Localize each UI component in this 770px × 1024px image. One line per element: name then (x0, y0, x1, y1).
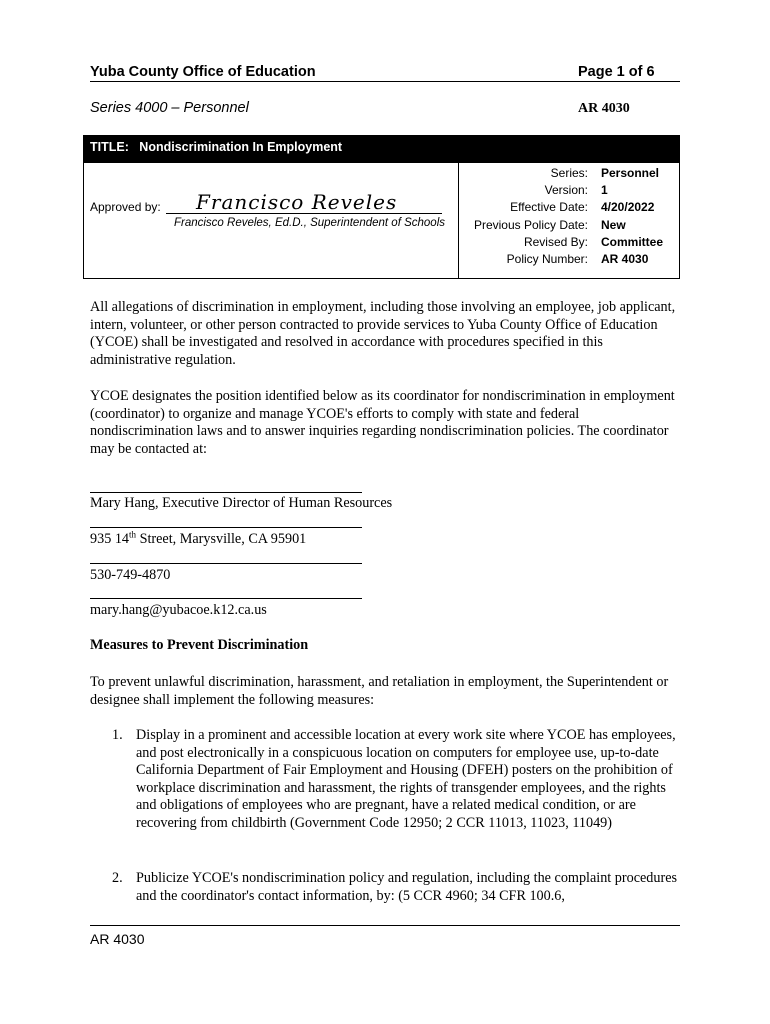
header-ar-number: AR 4030 (578, 101, 630, 116)
policy-info-divider (458, 163, 459, 279)
contact-line (90, 492, 362, 493)
list-item-text: Publicize YCOE's nondiscrimination policy and regulation, including the complaint procedures and the coordinator's contact information, by: (5 CCR 4960; 34 CFR 100.6, (136, 870, 678, 904)
policy-meta-labels (462, 165, 588, 268)
policy-meta-values (601, 165, 663, 268)
footer-rule (90, 925, 680, 926)
meta-label-previous-date: Previous Policy Date: (473, 217, 588, 232)
contact-line (90, 527, 362, 528)
footer-ar-number: AR 4030 (90, 931, 145, 947)
paragraph-coordinator: YCOE designates the position identified below as its coordinator for nondiscrimination in employment (coordinator) to organize and manage YCOE's efforts to comply with state and federal nondiscrimination laws and to answer inquiries regarding nondiscrimination policies. The coordinator may be contacted at: (90, 388, 675, 457)
contact-line (90, 563, 362, 564)
list-item-text: Display in a prominent and accessible location at every work site where YCOE has employees, and post electronically in a conspicuous location on computers for employee use, up-to-date California Department of Fair Employment and Housing (DFEH) posters on the prohibition of workplace discrimination and harassment, the rights of transgender employees, and the rights and obligations of employees who are pregnant, have a related medical condition, or are recovering from childbirth (Government Code 12950; 2 CCR 11013, 11023, 11049) (136, 727, 676, 831)
header-series: Series 4000 – Personnel (90, 100, 249, 116)
contact-address (90, 531, 306, 548)
contact-name: Mary Hang, Executive Director of Human Resources (90, 495, 393, 511)
meta-value-effective-date: 4/20/2022 (601, 200, 655, 215)
meta-label-policy-number: Policy Number: (506, 252, 588, 267)
meta-label-revised-by: Revised By: (523, 234, 588, 249)
approver-name: Francisco Reveles, Ed.D., Superintendent of Schools (173, 217, 445, 229)
list-item-number: 2. (112, 870, 123, 886)
title-bar: TITLE: Nondiscrimination In Employment (83, 135, 680, 163)
measures-heading: Measures to Prevent Discrimination (90, 637, 309, 653)
meta-value-previous-date: New (601, 217, 626, 232)
paragraph-measures-intro: To prevent unlawful discrimination, harassment, and retaliation in employment, the Superintendent or designee shall implement the following measures: (90, 674, 669, 708)
header-rule (90, 81, 680, 82)
address-rest: Street, Marysville, CA 95901 (136, 531, 307, 547)
meta-value-version: 1 (601, 183, 608, 198)
meta-label-effective-date: Effective Date: (510, 200, 588, 215)
meta-label-version: Version: (544, 183, 588, 198)
signature: Francisco Reveles (196, 190, 398, 214)
address-number: 935 14 (90, 531, 130, 547)
header-org-name: Yuba County Office of Education (90, 64, 316, 80)
contact-line (90, 598, 362, 599)
meta-value-series: Personnel (601, 166, 660, 180)
header-page-number: Page 1 of 6 (578, 64, 655, 80)
list-item-number: 1. (112, 727, 123, 743)
address-ordinal: th (129, 529, 137, 540)
contact-email: mary.hang@yubacoe.k12.ca.us (90, 602, 267, 618)
contact-phone: 530-749-4870 (90, 567, 171, 583)
meta-label-series: Series: (550, 166, 588, 180)
meta-value-revised-by: Committee (601, 234, 664, 249)
approved-by-label: Approved by: (90, 200, 161, 214)
meta-value-policy-number: AR 4030 (601, 252, 649, 267)
paragraph-allegations: All allegations of discrimination in employment, including those involving an employee, job applicant, intern, volunteer, or other person contracted to provide services to Yuba County Office of Education (YCOE) shall be investigated and resolved in accordance with procedures specified in this administrative regulation. (90, 299, 676, 368)
